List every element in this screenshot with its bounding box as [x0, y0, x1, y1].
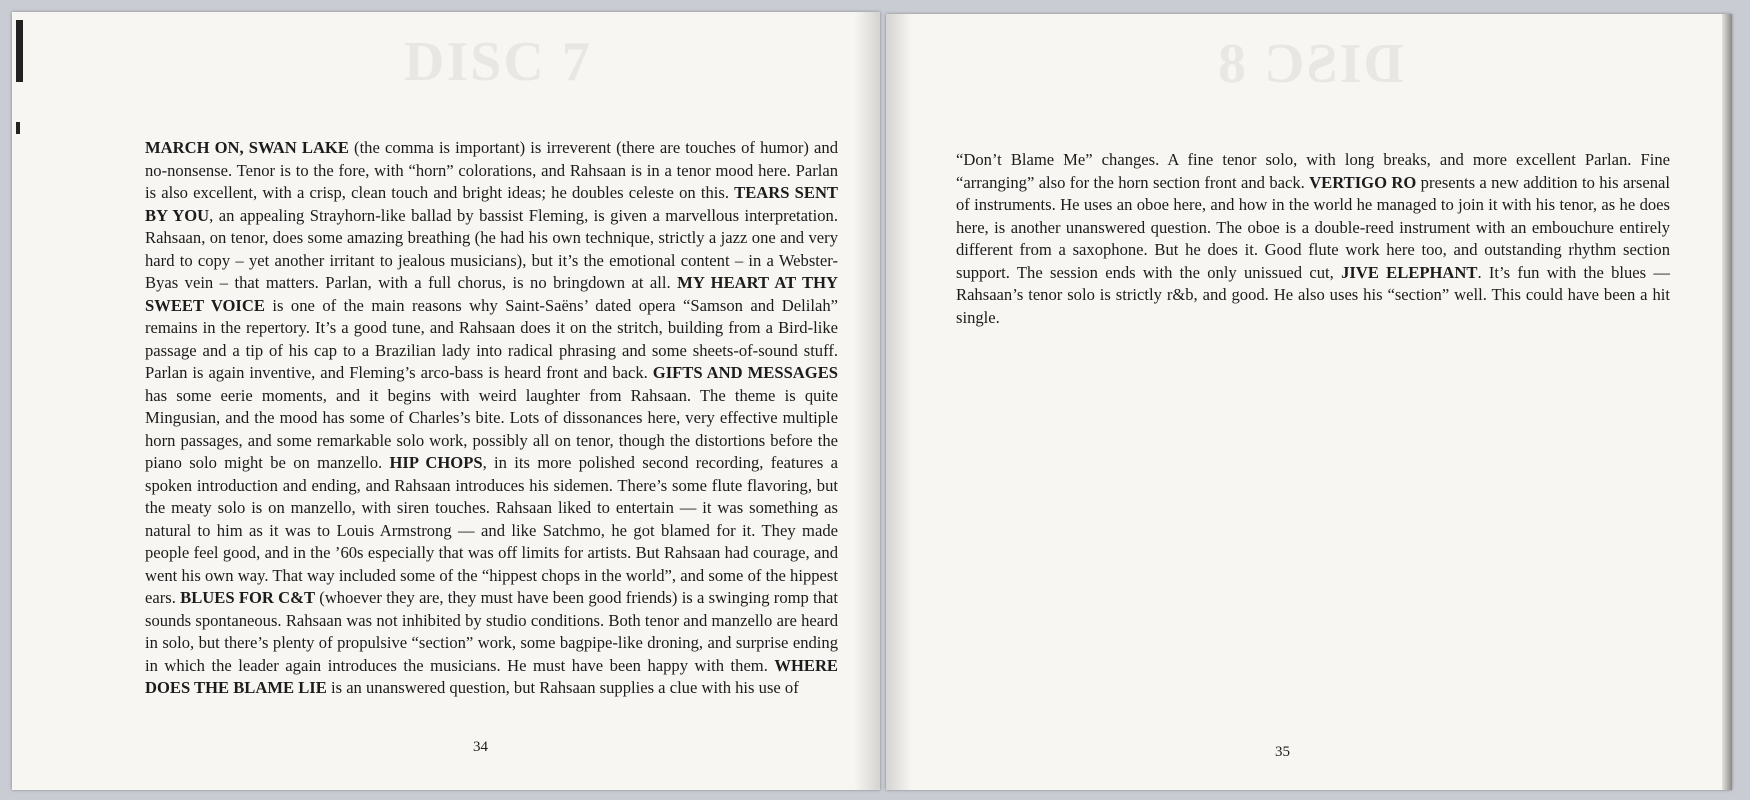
track-title: MY HEART AT THY SWEET VOICE — [145, 273, 838, 315]
show-through-heading: DISC 7 — [404, 31, 592, 93]
text-run: , an appealing Strayhorn-like ballad by bassist Fleming, is given a marvellous interpretation. Rahsaan, on tenor, does some amazing breathing (he had his own technique, strictly a jazz one and very hard to copy – yet another irritant to jealous musicians), but it’s the emotional content – in a Webster-Byas vein – that matters. Parlan, with a full chorus, is no bringdown at all. — [145, 205, 839, 292]
text-run: is an unanswered question, but Rahsaan supplies a clue with his use of — [326, 678, 799, 697]
text-run: . It’s fun with the blues — Rahsaan’s tenor solo is strictly r&b, and good. He also uses his “section” well. This could have been a hit single. — [956, 262, 1670, 327]
text-run: presents a new addition to his arsenal of instruments. He uses an oboe here, and how in the world he managed to join it with his tenor, as he does here, is another unanswered question. The oboe is a double-reed instrument with an embouchure entirely different from a saxophone. But he does it. Good flute work here too, and outstanding rhythm section support. The session ends with the only unissued cut, — [956, 172, 1670, 282]
text-run: “Don’t Blame Me” changes. A fine tenor solo, with long breaks, and more excellent Parlan. Fine “arranging” also for the horn section front and back. — [956, 150, 1670, 192]
text-run: has some eerie moments, and it begins with weird laughter from Rahsaan. The theme is quite Mingusian, and the mood has some of Charles’s bite. Lots of dissonances here, very effective multiple horn passages, and some remarkable solo work, possibly all on tenor, though the distortions before the piano solo might be on manzello. — [145, 385, 838, 472]
page-edge-mark — [16, 20, 23, 82]
track-title: TEARS SENT BY YOU — [145, 183, 838, 225]
text-run: , in its more polished second recording, features a spoken introduction and ending, and Rahsaan introduces his sidemen. There’s some flute flavoring, but the meaty solo is on manzello, with siren touches. Rahsaan liked to entertain — it was something as natural to him as it was to Louis Armstrong — and like Satchmo, he got blamed for it. They made people feel good, and in the ’60s especially that was off limits for artists. But Rahsaan had courage, and went his own way. That way included some of the “hippest chops in the world”, and some of the hippest ears. — [145, 453, 838, 607]
track-title: JIVE ELEPHANT — [1341, 262, 1478, 282]
track-title: WHERE DOES THE BLAME LIE — [145, 655, 838, 697]
track-title: GIFTS AND MESSAGES — [652, 363, 838, 382]
track-title: MARCH ON, SWAN LAKE — [145, 138, 349, 157]
binding-gutter-shadow — [886, 14, 912, 790]
page-edge-mark — [16, 122, 20, 134]
left-page — [12, 12, 880, 790]
page-number: 35 — [1275, 744, 1290, 760]
page-edge — [1722, 14, 1732, 790]
binding-gutter-shadow — [854, 12, 880, 790]
track-title: VERTIGO RO — [1309, 172, 1417, 192]
text-run: is one of the main reasons why Saint-Saëns’ dated opera “Samson and Delilah” remains in the repertory. It’s a good tune, and Rahsaan does it on the stritch, building from a Bird-like passage and a tip of his cap to a Brazilian lady into radical phrasing and some sheets-of-sound stuff. Parlan is again inventive, and Fleming’s arco-bass is heard front and back. — [145, 295, 838, 382]
track-title: HIP CHOPS — [389, 453, 483, 472]
text-run: (the comma is important) is irreverent (there are touches of humor) and no-nonsense. Tenor is to the fore, with “horn” colorations, and Rahsaan is in a tenor mood here. Parlan is also excellent, with a crisp, clean touch and bright ideas; he doubles celeste on this. — [145, 138, 839, 202]
right-page-body-text — [956, 149, 1670, 329]
show-through-heading: DISC 8 — [1216, 33, 1404, 95]
text-run: (whoever they are, they must have been good friends) is a swinging romp that sounds spontaneous. Rahsaan was not inhibited by studio conditions. Both tenor and manzello are heard in solo, but there’s plenty of propulsive “section” work, some bagpipe-like droning, and surprise ending in which the leader again introduces the musicians. He must have been happy with them. — [145, 588, 838, 675]
left-page-body-text — [145, 137, 838, 700]
page-number: 34 — [473, 739, 488, 755]
right-page — [886, 14, 1732, 790]
track-title: BLUES FOR C&T — [180, 588, 316, 607]
